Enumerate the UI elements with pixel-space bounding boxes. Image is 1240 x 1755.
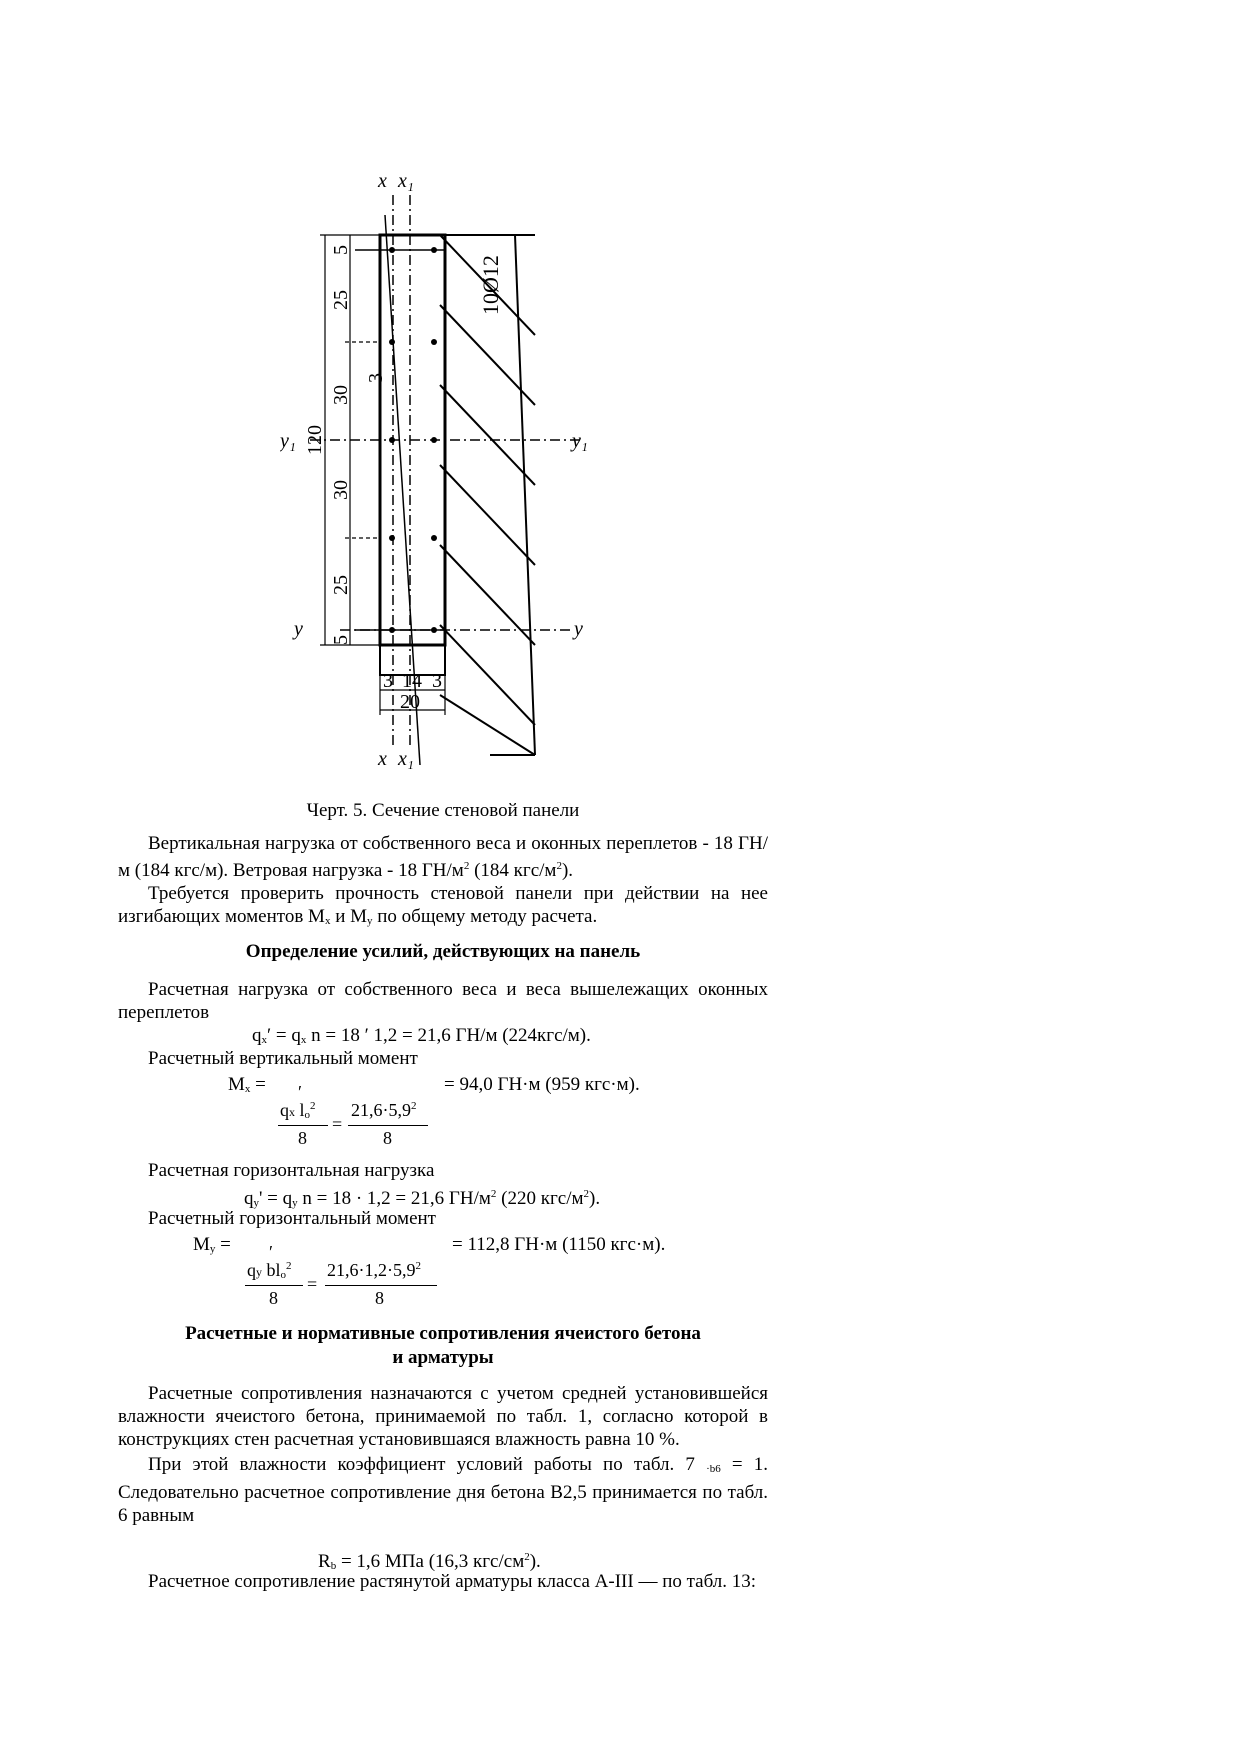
resistance-paragraphs — [118, 1382, 768, 1527]
fraction-mx-prime: ′ — [298, 1082, 302, 1102]
label-x1-bottom: x₁ — [398, 748, 414, 770]
fraction-mx-denominator-right: 8 — [383, 1128, 392, 1148]
label-horizontal-load: Расчетная горизонтальная нагрузка — [148, 1160, 435, 1181]
paragraph-design-load — [118, 978, 768, 1024]
formula-my-left: $M_y$ = — [193, 1234, 231, 1255]
paragraph-humidity: Расчетные сопротивления назначаются с учетом средней установившейся влажности ячеистого бетона, принимаемой по табл. 1, согласно которой в конструкциях стен расчетная установившаяся влажность равна 10 %. — [118, 1383, 768, 1450]
heading-resistances-line1: Расчетные и нормативные сопротивления ячеистого бетона — [185, 1323, 701, 1344]
label-vertical-moment: Расчетный вертикальный момент — [148, 1048, 418, 1069]
label-dim-20: 20 — [400, 691, 420, 713]
fraction-my-prime: ′ — [269, 1242, 273, 1262]
label-dim-25-bottom: 25 — [330, 575, 352, 595]
label-dim-3-right: 3 — [432, 670, 442, 692]
label-y-right: y — [574, 618, 583, 640]
fraction-my-equals: = — [307, 1274, 318, 1294]
formula-rb: $R_b = 1,6$ МПа (16,3 кгс/$см^2$). — [318, 1551, 541, 1572]
fraction-my-numerator-right: $21,6\cdot 1,2\cdot 5,9^2$ — [327, 1260, 421, 1280]
label-dim-30-bottom: 30 — [330, 480, 352, 500]
fraction-my-denominator-left: 8 — [269, 1288, 278, 1308]
formula-mx-result: = 94,0 ГН·м (959 кгс·м). — [444, 1074, 640, 1095]
paragraph-coefficient: При этой влажности коэффициент условий работы по табл. 7 $_{\cdot b6}$ = 1. Следовательно расчетное сопротивление дня бетона В2,5 принимается по табл. 6 равным — [118, 1454, 768, 1526]
label-dim-30-top: 30 — [330, 385, 352, 405]
fraction-mx — [278, 1082, 438, 1150]
formula-qx: $q_x' = q_x$ n = 18 ′ 1,2 = 21,6 ГН/м (224кгс/м). — [252, 1025, 591, 1046]
label-dim-3-left: 3 — [383, 670, 393, 692]
label-mark-3: 3 — [365, 373, 387, 383]
paragraph-requirement: Требуется проверить прочность стеновой панели при действии на нее изгибающих моментов $M_x$ и $M_y$ по общему методу расчета. — [118, 883, 768, 927]
label-x1-top: x₁ — [398, 170, 414, 192]
label-dim-5-bottom: 5 — [330, 635, 352, 645]
panel-section-svg — [280, 165, 610, 775]
fraction-mx-numerator-left: qx $l_o^2$ — [280, 1100, 316, 1121]
paragraph-design-load-text: Расчетная нагрузка от собственного веса и веса вышележащих оконных переплетов — [118, 979, 768, 1023]
fraction-mx-equals: = — [332, 1114, 343, 1134]
label-x-top: x — [378, 170, 387, 192]
label-y1-right: y₁ — [572, 430, 588, 452]
panel-section-drawing — [280, 165, 610, 775]
fraction-mx-denominator-left: 8 — [298, 1128, 307, 1148]
paragraph-rebar-resistance — [118, 1570, 768, 1593]
label-dim-25-top: 25 — [330, 290, 352, 310]
label-rebar: 10Ø12 — [478, 255, 503, 315]
figure-caption: Черт. 5. Сечение стеновой панели — [306, 800, 580, 821]
heading-resistances-line2: и арматуры — [392, 1347, 494, 1368]
fraction-my-denominator-right: 8 — [375, 1288, 384, 1308]
paragraph-rebar-resistance-text: Расчетное сопротивление растянутой арматуры класса А-III — по табл. 13: — [148, 1571, 757, 1592]
intro-paragraphs — [118, 832, 768, 933]
label-dim-14: 14 — [402, 670, 422, 692]
label-dim-5-top: 5 — [330, 245, 352, 255]
figure-labels — [280, 170, 588, 770]
heading-forces: Определение усилий, действующих на панель — [245, 941, 641, 962]
fraction-mx-numerator-right: $21,6\cdot 5,9^2$ — [351, 1100, 417, 1120]
label-total-height: 120 — [304, 425, 326, 455]
label-y1-left: y₁ — [280, 430, 296, 452]
fraction-my — [245, 1242, 445, 1310]
label-y-left: y — [294, 618, 303, 640]
paragraph-loads: Вертикальная нагрузка от собственного веса и оконных переплетов - 18 ГН/м (184 кгс/м). Ветровая нагрузка - 18 $ГН/м^2$ (184 кгс/$м^2$). — [118, 833, 768, 881]
formula-mx-left: $M_x$ = — [228, 1074, 266, 1095]
label-horizontal-moment: Расчетный горизонтальный момент — [148, 1208, 436, 1229]
label-x-bottom: x — [378, 748, 387, 770]
heading-resistances — [118, 1322, 768, 1370]
fraction-my-numerator-left: qy $bl_o^2$ — [247, 1260, 292, 1281]
formula-qy: $q_y' = q_y$ n = 18 · 1,2 = 21,6 $ГН/м^2$ (220 кгс/$м^2$). — [244, 1188, 601, 1209]
formula-my-result: = 112,8 ГН·м (1150 кгс·м). — [452, 1234, 666, 1255]
